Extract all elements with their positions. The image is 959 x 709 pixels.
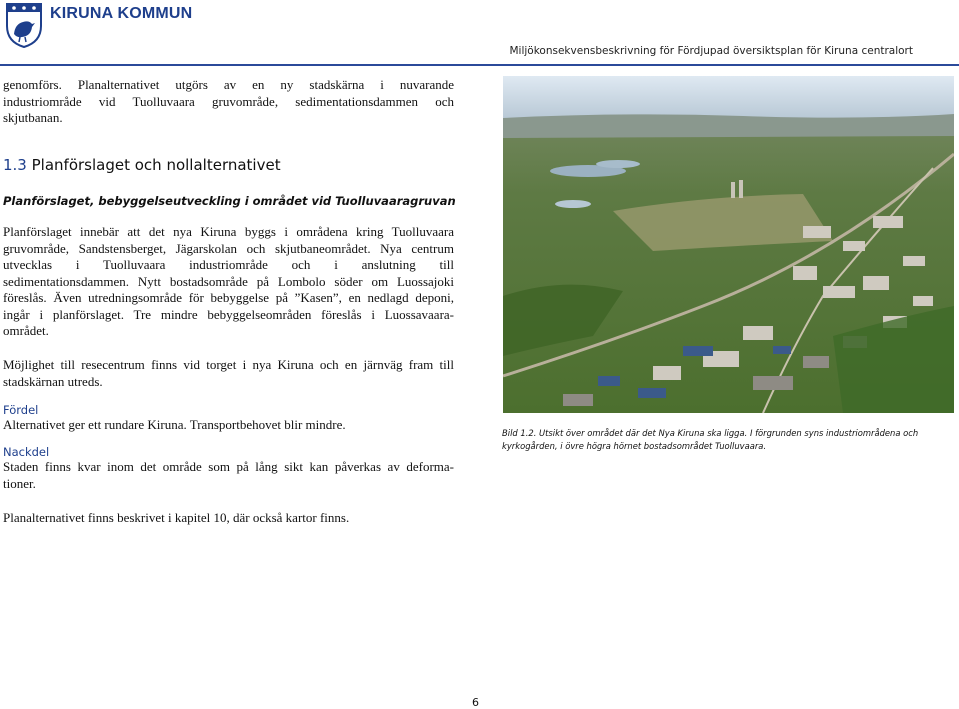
caption-line: kyrkogården, i övre högra hörnet bostadsområdet Tuolluvaara. bbox=[502, 441, 767, 451]
nackdel-paragraph bbox=[3, 459, 454, 492]
aerial-photo bbox=[503, 76, 954, 413]
header-divider bbox=[0, 64, 959, 66]
paragraph-line: Möjlighet till resecentrum finns vid torget i nya Kiruna och en järnväg fram till bbox=[3, 357, 454, 372]
paragraph-planforslaget bbox=[3, 224, 454, 340]
intro-line: skjutbanan. bbox=[3, 110, 63, 125]
fordel-text: Alternativet ger ett rundare Kiruna. Transportbehovet blir mindre. bbox=[3, 417, 346, 432]
closing-paragraph: Planalternativet finns beskrivet i kapitel 10, där också kartor finns. bbox=[3, 510, 350, 525]
paragraph-line: tioner. bbox=[3, 475, 36, 491]
intro-line: industriområde vid Tuolluvaara gruvområde, sedimentationsdammen och bbox=[3, 93, 454, 109]
fordel-heading: Fördel bbox=[3, 403, 39, 417]
kiruna-logo-icon bbox=[5, 2, 43, 48]
document-title: Miljökonsekvensbeskrivning för Fördjupad översiktsplan för Kiruna centralort bbox=[509, 45, 913, 57]
intro-paragraph bbox=[3, 77, 454, 127]
caption-line: Bild 1.2. Utsikt över området där det Nya Kiruna ska ligga. I förgrunden syns industriområdena och bbox=[502, 428, 919, 438]
paragraph-resecentrum bbox=[3, 357, 454, 390]
intro-line: genomförs. Planalternativet utgörs av en ny stadskärna i nuvarande bbox=[3, 77, 454, 92]
brand-name: KIRUNA KOMMUN bbox=[50, 5, 193, 22]
paragraph-line: stadskärnan utreds. bbox=[3, 373, 103, 389]
section-heading bbox=[3, 156, 281, 174]
paragraph-line: Staden finns kvar inom det område som på lång sikt kan påverkas av deforma- bbox=[3, 459, 454, 474]
section-title: Planförslaget och nollalternativet bbox=[31, 156, 281, 174]
page-number: 6 bbox=[472, 696, 479, 709]
paragraph-line: ingår i planförslaget. Tre mindre bebyggelseområden föreslås i Luossavaara- bbox=[3, 306, 454, 322]
section-number: 1.3 bbox=[3, 156, 27, 174]
figure-caption bbox=[502, 427, 957, 453]
paragraph-line: föreslås. Även utredningsområde för bebyggelse på ”Kasen”, en nedlagd deponi, bbox=[3, 290, 454, 305]
paragraph-line: sedimentationsdammen. Nytt bostadsområde på Lombolo söder om Luossajoki bbox=[3, 273, 454, 289]
paragraph-line: området. bbox=[3, 323, 49, 338]
paragraph-line: gruvområde, Sandstensberget, Jägarskolan och skjutbaneområdet. Nya centrum bbox=[3, 240, 454, 256]
paragraph-line: utvecklas i Tuolluvaara industriområde och i anslutning till bbox=[3, 257, 454, 272]
subheading: Planförslaget, bebyggelseutveckling i området vid Tuolluvaaragruvan bbox=[3, 194, 456, 208]
paragraph-line: Planförslaget innebär att det nya Kiruna byggs i områdena kring Tuolluvaara bbox=[3, 224, 454, 239]
nackdel-heading: Nackdel bbox=[3, 445, 50, 459]
